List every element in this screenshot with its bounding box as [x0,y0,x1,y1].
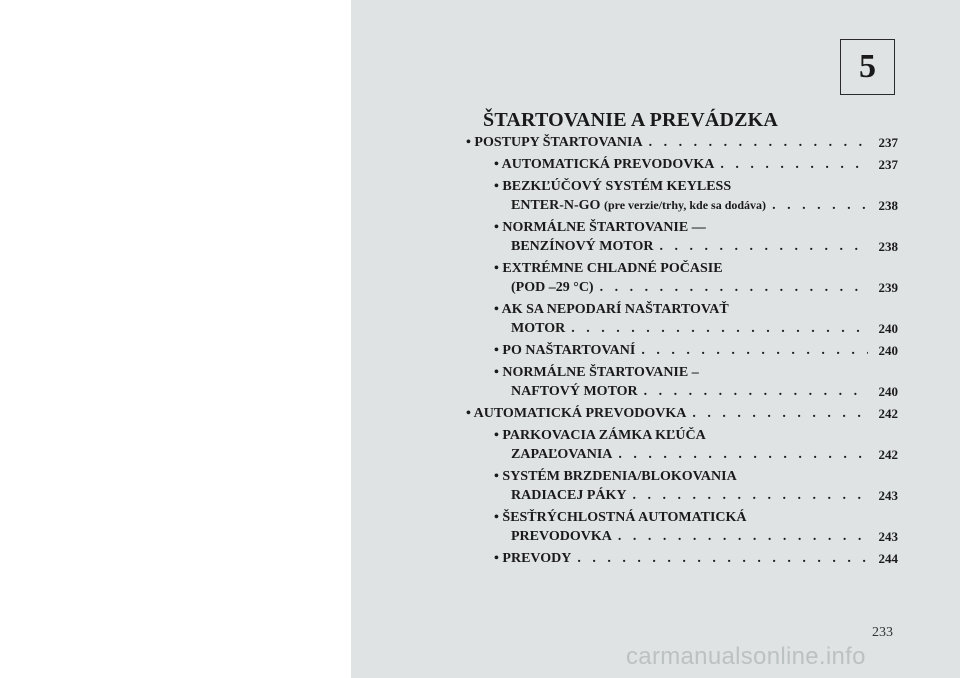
toc-entry-page: 243 [878,529,898,544]
toc-entry-text: PREVODOVKA [511,529,612,544]
toc-entry-line1[interactable] [466,426,898,445]
toc-entry-line1[interactable] [466,300,898,319]
toc-entry-text: • SYSTÉM BRZDENIA/BLOKOVANIA [494,469,737,484]
toc-entry[interactable] [466,549,898,568]
toc-leader-dots [577,549,868,568]
toc-entry-text: RADIACEJ PÁKY [511,488,627,503]
toc-entry-text: • NORMÁLNE ŠTARTOVANIE — [494,220,706,235]
toc-entry-line2[interactable] [466,196,898,215]
toc-entry-page: 242 [878,406,898,421]
toc-leader-dots [649,133,868,152]
toc-entry-text: • BEZKĽÚČOVÝ SYSTÉM KEYLESS [494,179,732,194]
toc-entry[interactable] [466,341,898,360]
toc-entry-text: • NORMÁLNE ŠTARTOVANIE – [494,365,699,380]
toc-leader-dots [618,527,868,546]
section-title: ŠTARTOVANIE A PREVÁDZKA [483,109,779,131]
toc-entry-line2[interactable] [466,445,898,464]
table-of-contents [466,133,898,568]
toc-entry-page: 237 [878,135,898,150]
toc-entry-text: • AUTOMATICKÁ PREVODOVKA [494,157,715,172]
toc-entry[interactable] [466,404,898,423]
toc-entry[interactable] [466,133,898,152]
toc-entry-line1[interactable] [466,218,898,237]
toc-entry-text: MOTOR [511,321,566,336]
toc-entry-page: 240 [878,343,898,358]
toc-entry-text: ENTER-N-GO (pre verzie/trhy, kde sa dodáva) [511,198,767,213]
toc-entry-text: NAFTOVÝ MOTOR [511,384,638,399]
toc-entry-line1[interactable] [466,467,898,486]
toc-entry-line2[interactable] [466,237,898,256]
toc-entry-line2[interactable] [466,486,898,505]
watermark: carmanualsonline.info [626,643,866,670]
toc-entry-page: 243 [878,488,898,503]
toc-entry-text: • AUTOMATICKÁ PREVODOVKA [466,406,687,421]
toc-leader-dots [692,404,868,423]
toc-entry-line2[interactable] [466,278,898,297]
toc-entry-text: ZAPAĽOVANIA [511,447,613,462]
toc-entry-text: • EXTRÉMNE CHLADNÉ POČASIE [494,261,723,276]
toc-entry-page: 238 [878,198,898,213]
toc-entry-line1[interactable] [466,177,898,196]
toc-entry-text: (POD –29 °C) [511,280,594,295]
toc-entry-text: • PARKOVACIA ZÁMKA KĽÚČA [494,428,706,443]
toc-entry-page: 242 [878,447,898,462]
toc-entry-page: 238 [878,239,898,254]
toc-leader-dots [618,445,868,464]
toc-entry-page: 237 [878,157,898,172]
toc-entry-text: • ŠESŤRÝCHLOSTNÁ AUTOMATICKÁ [494,510,747,525]
toc-entry-line2[interactable] [466,319,898,338]
toc-leader-dots [641,341,868,360]
toc-entry-text: • PREVODY [494,551,572,566]
toc-leader-dots [644,382,868,401]
toc-entry-line2[interactable] [466,382,898,401]
toc-leader-dots [772,196,868,215]
toc-entry-page: 244 [878,551,898,566]
toc-entry-text: • POSTUPY ŠTARTOVANIA [466,135,643,150]
toc-entry-page: 240 [878,384,898,399]
toc-entry-line1[interactable] [466,259,898,278]
toc-entry-line1[interactable] [466,508,898,527]
toc-entry[interactable] [466,155,898,174]
toc-leader-dots [600,278,868,297]
toc-entry-page: 239 [878,280,898,295]
toc-entry-text: BENZÍNOVÝ MOTOR [511,239,654,254]
toc-entry-line1[interactable] [466,363,898,382]
toc-entry-text: • AK SA NEPODARÍ NAŠTARTOVAŤ [494,302,729,317]
toc-entry-text: • PO NAŠTARTOVANÍ [494,343,636,358]
page-number: 233 [872,625,893,640]
toc-leader-dots [571,319,868,338]
toc-leader-dots [633,486,869,505]
toc-entry-line2[interactable] [466,527,898,546]
chapter-number-box [840,39,895,95]
toc-leader-dots [720,155,868,174]
chapter-number: 5 [859,48,876,85]
toc-leader-dots [659,237,868,256]
toc-entry-note: (pre verzie/trhy, kde sa dodáva) [603,198,767,212]
toc-entry-page: 240 [878,321,898,336]
